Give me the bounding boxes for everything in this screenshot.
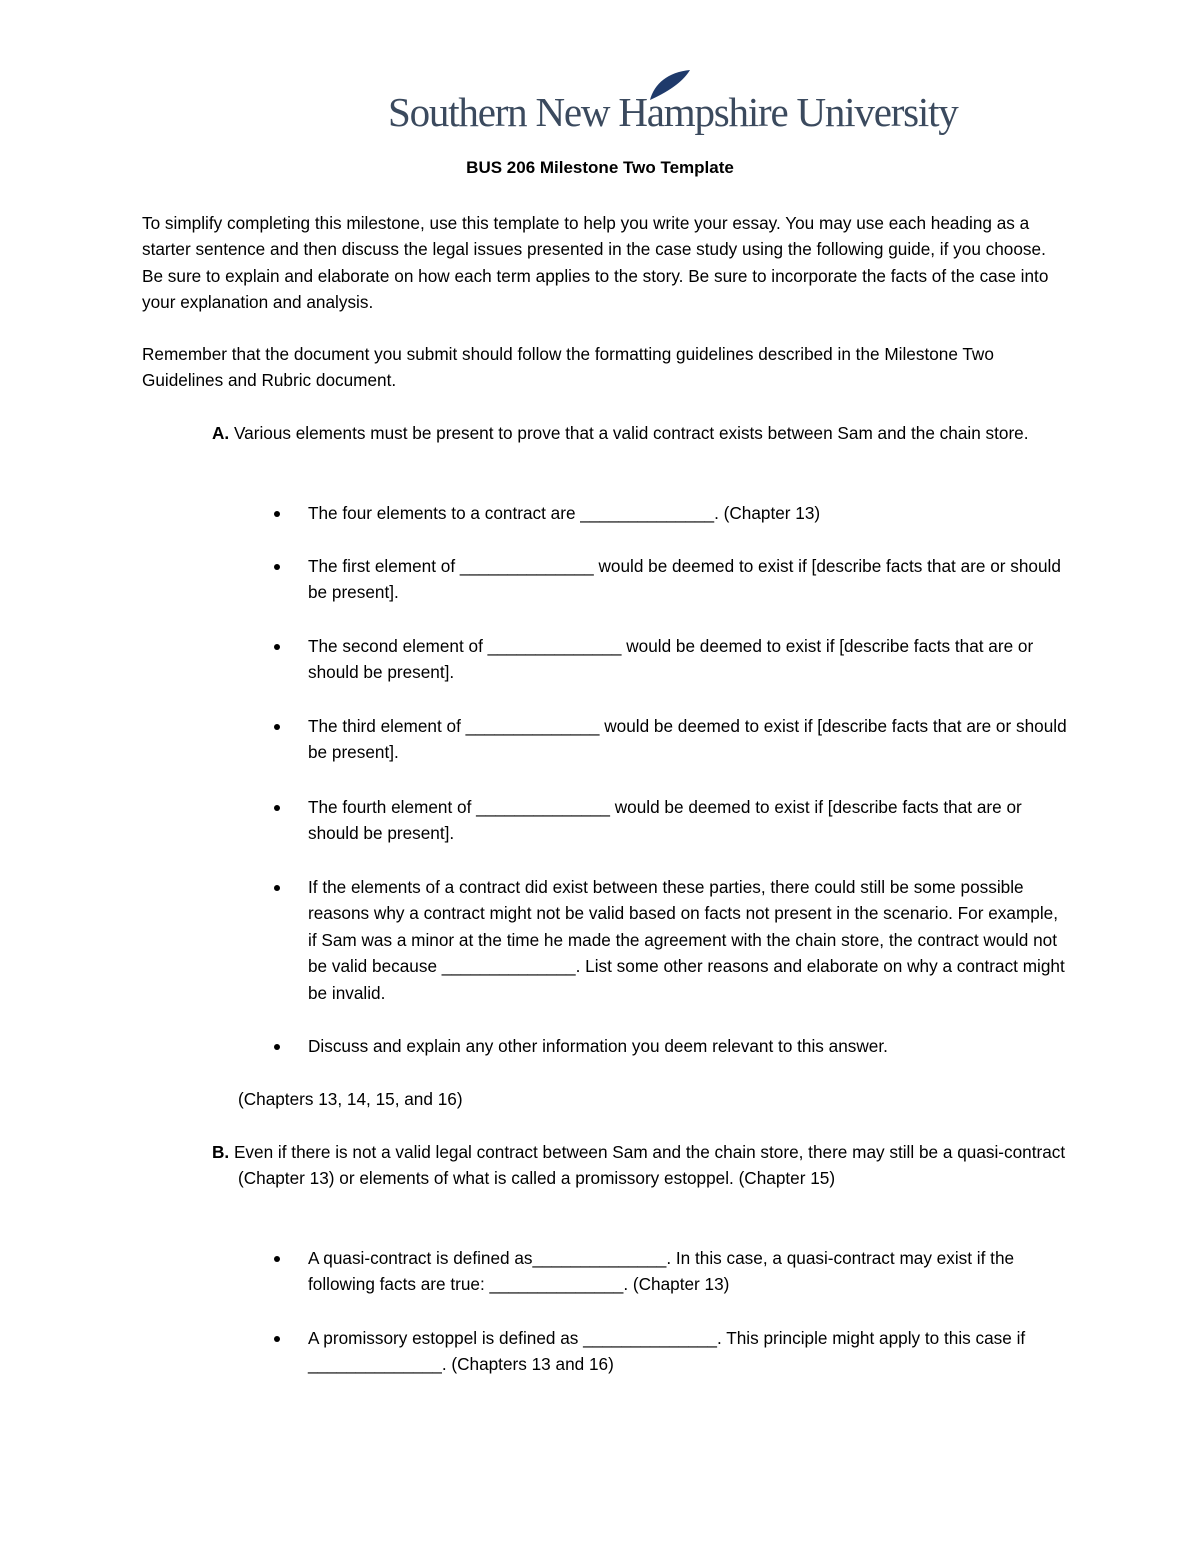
list-item-text: Discuss and explain any other information you deem relevant to this answer. xyxy=(308,1036,888,1056)
list-item xyxy=(308,1033,1068,1059)
bullet-icon xyxy=(274,1336,280,1342)
bullet-icon xyxy=(274,1044,280,1050)
section-b-heading xyxy=(212,1139,1088,1192)
list-item xyxy=(308,1245,1068,1298)
list-item xyxy=(308,794,1068,847)
list-item xyxy=(308,874,1068,1006)
list-item xyxy=(308,1325,1068,1378)
section-a-heading xyxy=(212,420,1088,446)
logo-wordmark: Southern New Hampshire University xyxy=(388,89,958,135)
section-b-text: Even if there is not a valid legal contract between Sam and the chain store, there may still be a quasi-contract (Chapter 13) or elements of what is called a promissory estoppel. (Chapter 15) xyxy=(233,1142,1066,1189)
list-item-text: A quasi-contract is defined as______________. In this case, a quasi-contract may exist if the following facts are true: ______________. (Chapter 13) xyxy=(308,1248,1015,1295)
section-a-letter: A. xyxy=(212,423,230,443)
list-item-text: If the elements of a contract did exist between these parties, there could still be some possible reasons why a contract might not be valid based on facts not present in the scenario. For example, if Sam was a minor at the time he made the agreement with the chain store, the contract would not be valid because ______________. List some other reasons and elaborate on why a contract might be invalid. xyxy=(308,877,1065,1003)
bullet-icon xyxy=(274,564,280,570)
intro-paragraph: To simplify completing this milestone, use this template to help you write your essay. You may use each heading as a starter sentence and then discuss the legal issues presented in the case study using the following guide, if you choose. Be sure to explain and elaborate on how each term applies to the story. Be sure to incorporate the facts of the case into your explanation and analysis. xyxy=(142,213,1049,313)
section-a-chapters: (Chapters 13, 14, 15, and 16) xyxy=(238,1089,463,1109)
university-logo xyxy=(388,68,958,138)
bullet-icon xyxy=(274,885,280,891)
document-title: BUS 206 Milestone Two Template xyxy=(466,158,734,177)
list-item-text: The first element of ______________ would be deemed to exist if [describe facts that are or should be present]. xyxy=(308,556,1061,603)
bullet-icon xyxy=(274,644,280,650)
list-item-text: The second element of ______________ would be deemed to exist if [describe facts that are or should be present]. xyxy=(308,636,1034,683)
list-item-text: A promissory estoppel is defined as ______________. This principle might apply to this case if ______________. (Chapters 13 and 16) xyxy=(308,1328,1026,1375)
list-item-text: The third element of ______________ would be deemed to exist if [describe facts that are or should be present]. xyxy=(308,716,1067,763)
list-item-text: The four elements to a contract are ______________. (Chapter 13) xyxy=(308,503,821,523)
bullet-icon xyxy=(274,805,280,811)
section-a-text: Various elements must be present to prove that a valid contract exists between Sam and the chain store. xyxy=(233,423,1029,443)
bullet-icon xyxy=(274,511,280,517)
reminder-paragraph: Remember that the document you submit should follow the formatting guidelines described in the Milestone Two Guidelines and Rubric document. xyxy=(142,344,994,391)
section-b-letter: B. xyxy=(212,1142,230,1162)
list-item xyxy=(308,553,1068,606)
list-item xyxy=(308,633,1068,686)
list-item-text: The fourth element of ______________ would be deemed to exist if [describe facts that are or should be present]. xyxy=(308,797,1022,844)
bullet-icon xyxy=(274,1256,280,1262)
list-item xyxy=(308,713,1068,766)
list-item xyxy=(308,500,1068,526)
bullet-icon xyxy=(274,724,280,730)
